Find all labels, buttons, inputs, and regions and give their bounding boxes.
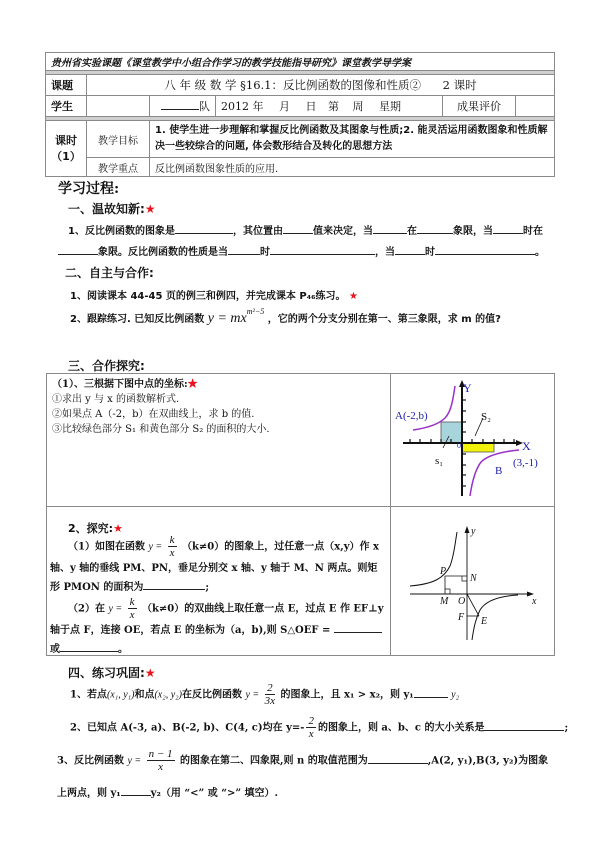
answer-blank[interactable] bbox=[373, 223, 407, 234]
team-blank[interactable] bbox=[161, 99, 199, 110]
text: （1）如图在函数 bbox=[68, 541, 145, 553]
point-p-label: P bbox=[440, 566, 447, 577]
text: 。 bbox=[535, 247, 545, 258]
answer-blank[interactable] bbox=[417, 223, 453, 234]
answer-blank[interactable] bbox=[270, 244, 375, 255]
part2-body bbox=[50, 535, 386, 659]
text: 时 bbox=[425, 247, 435, 258]
part1-item: ③比较绿色部分 S₁ 和黄色部分 S₂ 的面积的大小. bbox=[52, 424, 270, 435]
section4-q3-line2 bbox=[57, 784, 278, 799]
team-suffix: 队 bbox=[199, 100, 210, 113]
numerator: n − 1 bbox=[148, 748, 173, 760]
lesson-header-table bbox=[45, 52, 555, 177]
section4-q3 bbox=[57, 749, 548, 773]
text: 四、练习巩固: bbox=[68, 666, 145, 680]
goals-text: 1. 使学生进一步理解和掌握反比例函数及其图象与性质;2. 能灵活运用函数图象和性质解决一些较综合的问题, 体会数形结合及转化的思想方法 bbox=[150, 121, 555, 158]
origin-label: O bbox=[458, 596, 466, 607]
focus-text: 反比例函数图象性质的应用. bbox=[150, 158, 555, 177]
answer-blank[interactable] bbox=[175, 223, 233, 234]
text: 3、反比例函数 bbox=[57, 755, 124, 767]
numerator: 2 bbox=[308, 715, 314, 727]
text: （k≠0）的双曲线上取任意一点 E，过点 E 作 EF⊥y bbox=[142, 603, 384, 615]
answer-blank[interactable] bbox=[58, 244, 98, 255]
text: 2、跟踪练习. 已知反比例函数 bbox=[70, 314, 205, 325]
fraction bbox=[265, 683, 275, 707]
denominator: x bbox=[129, 609, 135, 621]
part1-item: ②如果点 A（-2，b）在双曲线上，求 b 的值. bbox=[52, 409, 255, 420]
text: 2、已知点 A(-3, a)、B(-2, b)、C(4, c)均在 y=- bbox=[70, 722, 305, 734]
text: 形 PMON 的面积为 bbox=[50, 582, 144, 593]
student-label: 学生 bbox=[46, 96, 87, 117]
s1-label: s₁ bbox=[435, 455, 444, 467]
explore-part1 bbox=[52, 377, 270, 437]
hours-value: 2 课时 bbox=[442, 78, 477, 92]
y-axis-label: y bbox=[471, 526, 476, 537]
s2-label: S₂ bbox=[481, 411, 491, 423]
denominator: x bbox=[169, 547, 175, 559]
point-f-label: F bbox=[458, 612, 465, 623]
star-icon: ★ bbox=[144, 666, 156, 680]
date-year: 2012 年 bbox=[221, 100, 264, 113]
formula-exponent: m²−5 bbox=[246, 306, 265, 316]
text: （k≠0）的图象上，过任意一点（x,y）作 x bbox=[182, 541, 379, 553]
formula: y = bbox=[148, 541, 163, 553]
text: 1、反比例函数的图象是 bbox=[68, 226, 175, 237]
section4-title bbox=[68, 664, 156, 681]
text: ,A(2, y₁),B(3, y₂)为图象 bbox=[427, 755, 549, 767]
point-a-label: A(-2,b) bbox=[395, 410, 428, 422]
text: 。 bbox=[118, 644, 128, 655]
text: 时 bbox=[260, 247, 270, 258]
formula: (x₂, y₂) bbox=[154, 689, 182, 701]
text: 和点 bbox=[134, 689, 155, 701]
formula: y = bbox=[127, 755, 142, 767]
section1-title-text: 一、温故知新: bbox=[68, 202, 145, 216]
answer-blank[interactable] bbox=[484, 720, 564, 731]
text: 象限。反比例函数的性质是当 bbox=[98, 247, 228, 258]
answer-blank[interactable] bbox=[60, 641, 118, 652]
banner-title: 贵州省实验课题《课堂教学中小组合作学习的教学技能指导研究》课堂教学导学案 bbox=[46, 53, 555, 71]
lesson-number: （1） bbox=[51, 149, 81, 163]
text: 象限，当 bbox=[452, 226, 493, 237]
section2-q2 bbox=[70, 306, 501, 327]
fraction bbox=[168, 535, 177, 559]
point-m-label: M bbox=[440, 596, 449, 607]
text: 值来决定，当 bbox=[312, 226, 373, 237]
formula: (x₁, y₁) bbox=[106, 689, 135, 701]
answer-blank[interactable] bbox=[143, 579, 205, 590]
date-month: 月 bbox=[279, 100, 290, 113]
text: 在 bbox=[406, 226, 417, 237]
section2-title: 二、自主与合作: bbox=[65, 266, 154, 280]
evaluation-label: 成果评价 bbox=[443, 96, 516, 117]
text: 轴、y 轴的垂线 PM、PN，垂足分别交 x 轴、y 轴于 M、N 两点。则矩 bbox=[50, 563, 378, 574]
star-icon: ★ bbox=[113, 522, 123, 535]
part1-heading: （1）、三根据下图中点的坐标: bbox=[52, 379, 188, 390]
topic-value: 八 年 级 数 学 §16.1：反比例函数的图像和性质② bbox=[164, 78, 421, 92]
date-cell bbox=[216, 96, 443, 117]
formula: y = mx bbox=[207, 311, 247, 326]
date-week-prefix: 第 bbox=[328, 100, 339, 113]
lesson-label: 课时 bbox=[55, 134, 77, 148]
formula: y₂ bbox=[451, 689, 460, 701]
text: 1、阅读课本 44-45 页的例三和例四，并完成课本 P₄₆练习。 bbox=[70, 291, 346, 302]
numerator: k bbox=[129, 596, 135, 608]
formula: y = bbox=[108, 603, 123, 615]
fraction bbox=[147, 749, 175, 773]
text: 1、若点 bbox=[70, 689, 107, 701]
text: ，它的两个分支分别在第一、第三象限，求 m 的值? bbox=[267, 314, 501, 325]
section1-q1-line2 bbox=[58, 243, 545, 258]
point-b-coord-label: (3,-1) bbox=[513, 457, 538, 469]
star-icon: ★ bbox=[187, 379, 198, 390]
yellow-area-s2 bbox=[462, 443, 494, 452]
answer-blank[interactable] bbox=[334, 622, 382, 633]
fraction bbox=[128, 597, 137, 621]
text: ，当 bbox=[375, 247, 395, 258]
date-week: 周 bbox=[352, 100, 364, 113]
y-axis-label: Y bbox=[463, 381, 472, 395]
text: ; bbox=[564, 722, 569, 734]
denominator: x bbox=[158, 761, 164, 773]
answer-blank[interactable] bbox=[283, 223, 313, 234]
section1-title bbox=[68, 200, 156, 217]
goals-label: 教学目标 bbox=[87, 121, 150, 158]
answer-blank[interactable] bbox=[435, 244, 535, 255]
topic-label: 课题 bbox=[46, 75, 87, 96]
x-axis-label: X bbox=[522, 439, 531, 453]
denominator: x bbox=[308, 728, 314, 740]
answer-blank[interactable] bbox=[414, 687, 448, 698]
text: 在反比例函数 bbox=[181, 689, 242, 701]
team-cell[interactable] bbox=[150, 96, 216, 117]
focus-label: 教学重点 bbox=[87, 158, 150, 177]
text: ; bbox=[205, 582, 210, 593]
denominator: 3x bbox=[264, 695, 276, 707]
star-icon: ★ bbox=[144, 202, 156, 216]
answer-blank[interactable] bbox=[368, 753, 428, 764]
text: 的图象上，且 x₁ > x₂，则 y₁ bbox=[280, 689, 414, 701]
section2-q1 bbox=[70, 287, 358, 302]
star-icon: ★ bbox=[348, 291, 358, 302]
student-name-cell[interactable] bbox=[87, 96, 150, 117]
section4-q1 bbox=[70, 683, 459, 707]
point-e-label: E bbox=[481, 616, 488, 627]
text: （2）在 bbox=[68, 603, 105, 615]
origin-label: 0 bbox=[457, 441, 461, 450]
text: 时在 bbox=[522, 226, 543, 237]
fraction bbox=[306, 716, 316, 740]
evaluation-value[interactable] bbox=[516, 96, 555, 117]
text: 轴于点 F，连接 OE，若点 E 的坐标为（a，b),则 S△OEF = bbox=[50, 625, 331, 636]
text: y₂（用 “<” 或 “>” 填空）. bbox=[150, 788, 279, 799]
section3-title: 三、合作探究: bbox=[68, 359, 145, 373]
answer-blank[interactable] bbox=[121, 785, 151, 796]
point-b-label: B bbox=[495, 465, 503, 477]
section1-q1-line1 bbox=[68, 222, 543, 237]
numerator: k bbox=[169, 534, 175, 546]
part2-heading bbox=[68, 520, 123, 536]
date-weekday: 星期 bbox=[379, 100, 401, 113]
answer-blank[interactable] bbox=[395, 244, 425, 255]
text: 2、探究: bbox=[68, 522, 114, 535]
process-title: 学习过程: bbox=[58, 181, 120, 197]
x-axis-label: x bbox=[532, 596, 537, 607]
text: 的图象在第二、四象限,则 n 的取值范围为 bbox=[180, 755, 368, 767]
date-day: 日 bbox=[305, 100, 317, 113]
text: 上两点，则 y₁ bbox=[57, 788, 121, 799]
answer-blank[interactable] bbox=[493, 223, 523, 234]
topic-cell bbox=[87, 75, 555, 96]
answer-blank[interactable] bbox=[228, 244, 260, 255]
part1-item: ①求出 y 与 x 的函数解析式. bbox=[52, 394, 180, 405]
formula: y = bbox=[245, 689, 260, 701]
hyperbola-graph-2 bbox=[400, 522, 550, 642]
point-n-label: N bbox=[470, 573, 477, 584]
section4-q2 bbox=[70, 716, 568, 740]
hyperbola-graph-1 bbox=[395, 378, 545, 503]
numerator: 2 bbox=[265, 683, 275, 695]
text: 或 bbox=[50, 644, 60, 655]
text: 的图象上，则 a、b、c 的大小关系是 bbox=[317, 722, 485, 734]
text: ，其位置由 bbox=[232, 226, 283, 237]
lesson-cell bbox=[46, 121, 87, 177]
